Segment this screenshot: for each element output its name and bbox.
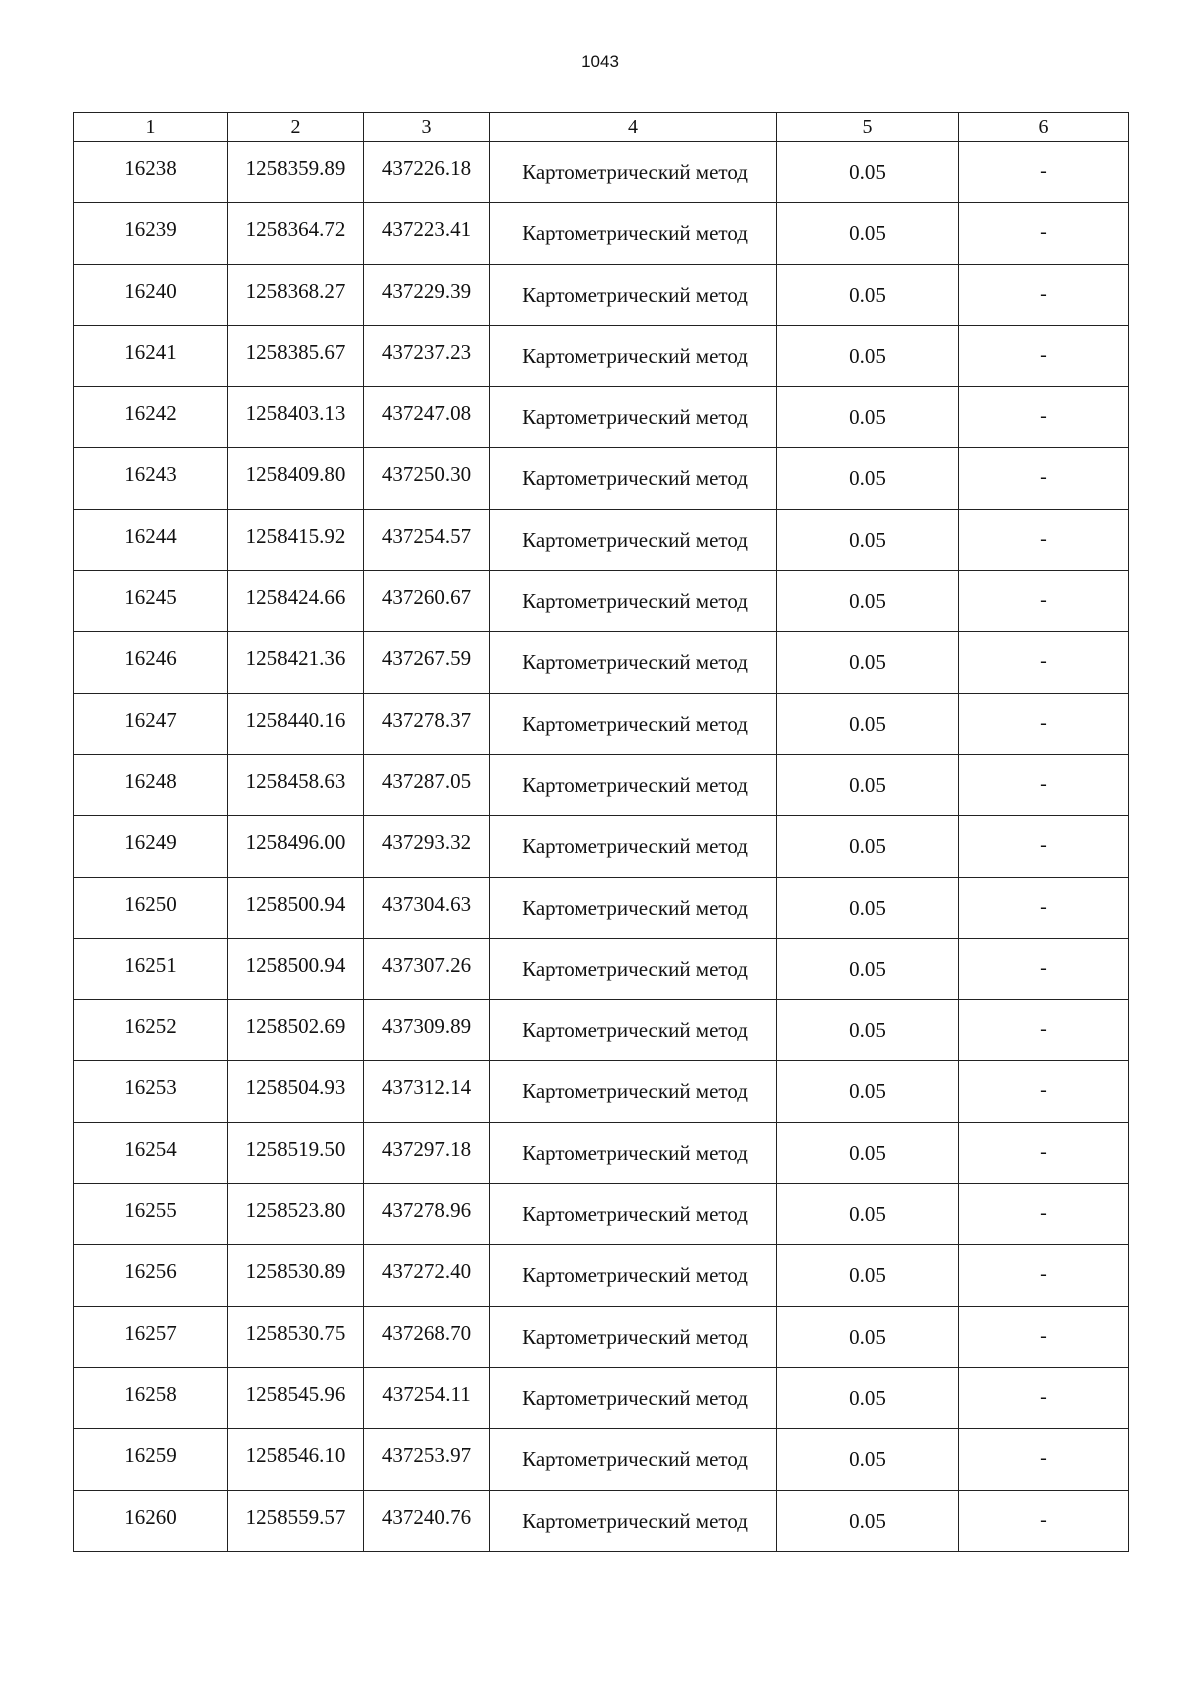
method-cell: Картометрический метод [490,571,777,632]
accuracy-cell: 0.05 [777,1184,959,1245]
method-cell: Картометрический метод [490,1000,777,1061]
accuracy-cell: 0.05 [777,1122,959,1183]
accuracy-cell: 0.05 [777,1367,959,1428]
column-header-4: 4 [490,113,777,142]
x-coordinate-cell: 1258523.80 [228,1184,364,1245]
y-coordinate-cell: 437254.57 [364,509,490,570]
table-row [74,693,1129,754]
point-number-cell: 16257 [74,1306,228,1367]
accuracy-cell: 0.05 [777,877,959,938]
point-number-cell: 16246 [74,632,228,693]
accuracy-cell: 0.05 [777,387,959,448]
y-coordinate-cell: 437272.40 [364,1245,490,1306]
point-number-cell: 16260 [74,1490,228,1551]
point-number-cell: 16243 [74,448,228,509]
y-coordinate-cell: 437240.76 [364,1490,490,1551]
accuracy-cell: 0.05 [777,325,959,386]
note-cell: - [959,816,1129,877]
x-coordinate-cell: 1258546.10 [228,1429,364,1490]
x-coordinate-cell: 1258458.63 [228,754,364,815]
y-coordinate-cell: 437278.37 [364,693,490,754]
method-cell: Картометрический метод [490,1245,777,1306]
x-coordinate-cell: 1258368.27 [228,264,364,325]
column-header-1: 1 [74,113,228,142]
point-number-cell: 16241 [74,325,228,386]
method-cell: Картометрический метод [490,1306,777,1367]
table-row [74,1245,1129,1306]
method-cell: Картометрический метод [490,142,777,203]
point-number-cell: 16252 [74,1000,228,1061]
method-cell: Картометрический метод [490,1061,777,1122]
point-number-cell: 16247 [74,693,228,754]
table-row [74,142,1129,203]
accuracy-cell: 0.05 [777,1000,959,1061]
point-number-cell: 16248 [74,754,228,815]
table-row [74,1429,1129,1490]
point-number-cell: 16239 [74,203,228,264]
point-number-cell: 16255 [74,1184,228,1245]
method-cell: Картометрический метод [490,1490,777,1551]
method-cell: Картометрический метод [490,1367,777,1428]
accuracy-cell: 0.05 [777,754,959,815]
note-cell: - [959,264,1129,325]
y-coordinate-cell: 437229.39 [364,264,490,325]
y-coordinate-cell: 437253.97 [364,1429,490,1490]
point-number-cell: 16249 [74,816,228,877]
y-coordinate-cell: 437297.18 [364,1122,490,1183]
note-cell: - [959,1429,1129,1490]
x-coordinate-cell: 1258500.94 [228,938,364,999]
note-cell: - [959,203,1129,264]
table-body [74,142,1129,1552]
note-cell: - [959,1245,1129,1306]
method-cell: Картометрический метод [490,264,777,325]
column-header-2: 2 [228,113,364,142]
x-coordinate-cell: 1258530.89 [228,1245,364,1306]
x-coordinate-cell: 1258364.72 [228,203,364,264]
table-row [74,203,1129,264]
table-row [74,816,1129,877]
point-number-cell: 16254 [74,1122,228,1183]
x-coordinate-cell: 1258424.66 [228,571,364,632]
table-row [74,632,1129,693]
point-number-cell: 16250 [74,877,228,938]
table-row [74,1367,1129,1428]
method-cell: Картометрический метод [490,938,777,999]
note-cell: - [959,571,1129,632]
note-cell: - [959,509,1129,570]
table-row [74,387,1129,448]
point-number-cell: 16256 [74,1245,228,1306]
method-cell: Картометрический метод [490,754,777,815]
note-cell: - [959,1122,1129,1183]
accuracy-cell: 0.05 [777,693,959,754]
method-cell: Картометрический метод [490,1122,777,1183]
point-number-cell: 16242 [74,387,228,448]
x-coordinate-cell: 1258421.36 [228,632,364,693]
method-cell: Картометрический метод [490,816,777,877]
x-coordinate-cell: 1258559.57 [228,1490,364,1551]
point-number-cell: 16253 [74,1061,228,1122]
x-coordinate-cell: 1258409.80 [228,448,364,509]
x-coordinate-cell: 1258504.93 [228,1061,364,1122]
y-coordinate-cell: 437254.11 [364,1367,490,1428]
note-cell: - [959,325,1129,386]
y-coordinate-cell: 437250.30 [364,448,490,509]
accuracy-cell: 0.05 [777,203,959,264]
point-number-cell: 16244 [74,509,228,570]
table-row [74,264,1129,325]
x-coordinate-cell: 1258500.94 [228,877,364,938]
accuracy-cell: 0.05 [777,448,959,509]
y-coordinate-cell: 437312.14 [364,1061,490,1122]
note-cell: - [959,1306,1129,1367]
note-cell: - [959,938,1129,999]
note-cell: - [959,387,1129,448]
method-cell: Картометрический метод [490,877,777,938]
table-row [74,1122,1129,1183]
note-cell: - [959,448,1129,509]
table-row [74,509,1129,570]
y-coordinate-cell: 437304.63 [364,877,490,938]
table-row [74,754,1129,815]
x-coordinate-cell: 1258440.16 [228,693,364,754]
accuracy-cell: 0.05 [777,1306,959,1367]
note-cell: - [959,1184,1129,1245]
x-coordinate-cell: 1258496.00 [228,816,364,877]
column-header-5: 5 [777,113,959,142]
x-coordinate-cell: 1258403.13 [228,387,364,448]
method-cell: Картометрический метод [490,509,777,570]
method-cell: Картометрический метод [490,1429,777,1490]
accuracy-cell: 0.05 [777,1245,959,1306]
table-row [74,448,1129,509]
y-coordinate-cell: 437267.59 [364,632,490,693]
note-cell: - [959,1061,1129,1122]
note-cell: - [959,142,1129,203]
accuracy-cell: 0.05 [777,509,959,570]
y-coordinate-cell: 437293.32 [364,816,490,877]
point-number-cell: 16245 [74,571,228,632]
note-cell: - [959,1490,1129,1551]
x-coordinate-cell: 1258519.50 [228,1122,364,1183]
note-cell: - [959,754,1129,815]
column-header-3: 3 [364,113,490,142]
note-cell: - [959,1000,1129,1061]
y-coordinate-cell: 437226.18 [364,142,490,203]
accuracy-cell: 0.05 [777,938,959,999]
accuracy-cell: 0.05 [777,142,959,203]
note-cell: - [959,1367,1129,1428]
accuracy-cell: 0.05 [777,1429,959,1490]
accuracy-cell: 0.05 [777,1490,959,1551]
y-coordinate-cell: 437287.05 [364,754,490,815]
method-cell: Картометрический метод [490,325,777,386]
table-row [74,325,1129,386]
y-coordinate-cell: 437260.67 [364,571,490,632]
table-row [74,571,1129,632]
table-row [74,1000,1129,1061]
point-number-cell: 16238 [74,142,228,203]
accuracy-cell: 0.05 [777,1061,959,1122]
x-coordinate-cell: 1258359.89 [228,142,364,203]
table-row [74,1490,1129,1551]
coordinates-table [73,112,1129,1552]
y-coordinate-cell: 437309.89 [364,1000,490,1061]
point-number-cell: 16240 [74,264,228,325]
x-coordinate-cell: 1258415.92 [228,509,364,570]
accuracy-cell: 0.05 [777,816,959,877]
accuracy-cell: 0.05 [777,571,959,632]
y-coordinate-cell: 437307.26 [364,938,490,999]
table-row [74,1061,1129,1122]
table-header-row [74,113,1129,142]
method-cell: Картометрический метод [490,693,777,754]
x-coordinate-cell: 1258545.96 [228,1367,364,1428]
x-coordinate-cell: 1258530.75 [228,1306,364,1367]
table-row [74,938,1129,999]
point-number-cell: 16251 [74,938,228,999]
y-coordinate-cell: 437278.96 [364,1184,490,1245]
y-coordinate-cell: 437223.41 [364,203,490,264]
y-coordinate-cell: 437247.08 [364,387,490,448]
method-cell: Картометрический метод [490,448,777,509]
table-row [74,1306,1129,1367]
method-cell: Картометрический метод [490,632,777,693]
page-number: 1043 [581,52,619,71]
note-cell: - [959,877,1129,938]
y-coordinate-cell: 437268.70 [364,1306,490,1367]
table-row [74,1184,1129,1245]
note-cell: - [959,693,1129,754]
point-number-cell: 16259 [74,1429,228,1490]
note-cell: - [959,632,1129,693]
column-header-6: 6 [959,113,1129,142]
method-cell: Картометрический метод [490,203,777,264]
method-cell: Картометрический метод [490,1184,777,1245]
x-coordinate-cell: 1258502.69 [228,1000,364,1061]
point-number-cell: 16258 [74,1367,228,1428]
x-coordinate-cell: 1258385.67 [228,325,364,386]
method-cell: Картометрический метод [490,387,777,448]
table-row [74,877,1129,938]
y-coordinate-cell: 437237.23 [364,325,490,386]
accuracy-cell: 0.05 [777,264,959,325]
accuracy-cell: 0.05 [777,632,959,693]
